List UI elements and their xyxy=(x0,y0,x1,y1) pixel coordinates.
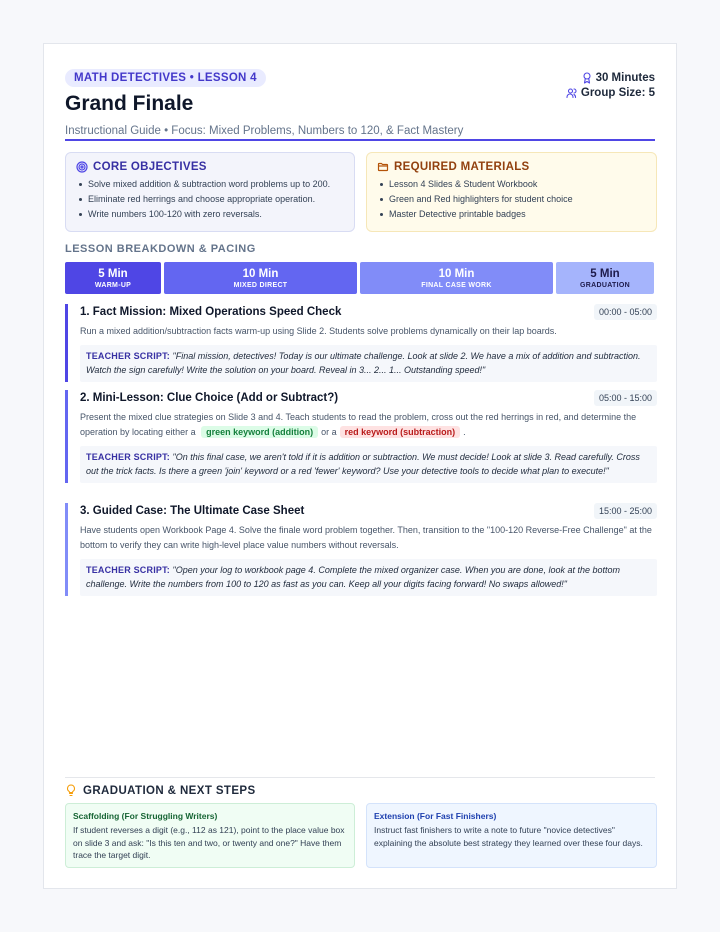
script-text: "Final mission, detectives! Today is our ultimate challenge. Look at slide 2. We have a mix of addition and subtraction. Watch the sign carefully! Write the solution on your board. Reveal in 3... 2... 1... Outstanding speed!" xyxy=(86,351,641,375)
folder-icon xyxy=(377,161,389,173)
step-title: 2. Mini-Lesson: Clue Choice (Add or Subtract?) xyxy=(80,392,339,404)
lesson-meta xyxy=(566,72,655,102)
award-icon xyxy=(581,72,593,84)
lightbulb-icon xyxy=(65,784,77,797)
pacing-bar xyxy=(65,262,657,294)
objectives-list xyxy=(76,177,344,222)
teacher-script xyxy=(80,446,657,483)
pacing-segment-final-case-work: 10 Min FINAL CASE WORK xyxy=(360,262,553,294)
pacing-segment-warm-up: 5 Min WARM-UP xyxy=(65,262,161,294)
materials-list xyxy=(377,177,646,222)
scaffolding-title: Scaffolding (For Struggling Writers) xyxy=(73,811,218,821)
step-body: Present the mixed clue strategies on Slide 3 and 4. Teach students to read the problem, cross out the red herrings in red, and determine the operation by locating either a green keyword (addition) or a red keyword (subtraction) . xyxy=(80,412,637,437)
lesson-page xyxy=(43,43,677,889)
list-item: Solve mixed addition & subtraction word problems up to 200. xyxy=(88,177,344,192)
script-tag: TEACHER SCRIPT: xyxy=(86,351,171,361)
teacher-script xyxy=(80,345,657,382)
step-body: Have students open Workbook Page 4. Solve the finale word problem together. Then, transition to the "100-120 Reverse-Free Challenge" at the bottom to verify they can write high-level place value numbers without reversals. xyxy=(80,525,652,550)
teacher-script xyxy=(80,559,657,596)
core-objectives-box xyxy=(65,152,355,232)
step-fact-mission xyxy=(65,304,657,382)
footer-heading: GRADUATION & NEXT STEPS xyxy=(65,784,256,797)
extension-box xyxy=(366,803,657,868)
page-subtitle: Instructional Guide • Focus: Mixed Problems, Numbers to 120, & Fact Mastery xyxy=(65,125,464,137)
red-keyword-badge: red keyword (subtraction) xyxy=(340,426,461,438)
step-time: 05:00 - 15:00 xyxy=(594,390,657,406)
list-item: Master Detective printable badges xyxy=(389,207,646,222)
list-item: Write numbers 100-120 with zero reversals. xyxy=(88,207,344,222)
scaffolding-text: If student reverses a digit (e.g., 112 as 121), point to the place value box on slide 3 and ask: "Is this ten and two, or twenty and one?" Have them trace the target digit. xyxy=(73,825,345,860)
list-item: Eliminate red herrings and choose appropriate operation. xyxy=(88,192,344,207)
group-row xyxy=(566,87,655,99)
step-body: Run a mixed addition/subtraction facts warm-up using Slide 2. Students solve problems dynamically on their lap boards. xyxy=(80,326,557,336)
step-title: 3. Guided Case: The Ultimate Case Sheet xyxy=(80,505,305,517)
pacing-segment-graduation: 5 Min GRADUATION xyxy=(556,262,654,294)
pacing-segment-mixed-direct: 10 Min MIXED DIRECT xyxy=(164,262,357,294)
green-keyword-badge: green keyword (addition) xyxy=(201,426,318,438)
step-time: 15:00 - 25:00 xyxy=(594,503,657,519)
target-icon xyxy=(76,161,88,173)
script-tag: TEACHER SCRIPT: xyxy=(86,452,171,462)
objectives-heading: CORE OBJECTIVES xyxy=(76,161,344,173)
footer-divider xyxy=(65,777,655,778)
duration-text: 30 Minutes xyxy=(595,72,655,84)
step-guided-case xyxy=(65,503,657,596)
step-mini-lesson xyxy=(65,390,657,483)
group-size-text: Group Size: 5 xyxy=(580,87,655,99)
script-text: "On this final case, we aren't told if it is addition or subtraction. We must decide! Look at slide 3. Read carefully. Cross out the trick facts. Is there a green 'join' keyword or a red 'fewer' keyword? Use your detective tools to decide what plan to execute!" xyxy=(86,452,640,476)
extension-title: Extension (For Fast Finishers) xyxy=(374,811,497,821)
script-tag: TEACHER SCRIPT: xyxy=(86,565,171,575)
users-icon xyxy=(566,87,578,99)
duration-row xyxy=(566,72,655,84)
lesson-badge: MATH DETECTIVES • LESSON 4 xyxy=(65,69,266,87)
required-materials-box xyxy=(366,152,657,232)
list-item: Lesson 4 Slides & Student Workbook xyxy=(389,177,646,192)
pacing-label: LESSON BREAKDOWN & PACING xyxy=(65,243,256,255)
step-title: 1. Fact Mission: Mixed Operations Speed Check xyxy=(80,306,342,318)
extension-text: Instruct fast finishers to write a note to future "novice detectives" explaining the absolute best strategy they learned over these four days. xyxy=(374,825,643,848)
list-item: Green and Red highlighters for student choice xyxy=(389,192,646,207)
page-title: Grand Finale xyxy=(65,92,194,115)
header xyxy=(65,68,655,137)
step-time: 00:00 - 05:00 xyxy=(594,304,657,320)
header-divider xyxy=(65,139,655,141)
materials-heading: REQUIRED MATERIALS xyxy=(377,161,646,173)
scaffolding-box xyxy=(65,803,355,868)
script-text: "Open your log to workbook page 4. Complete the mixed organizer case. When you are done, look at the bottom challenge. Write the numbers from 100 to 120 as fast as you can. Keep all your digits facing forward! No swaps allowed!" xyxy=(86,565,620,589)
